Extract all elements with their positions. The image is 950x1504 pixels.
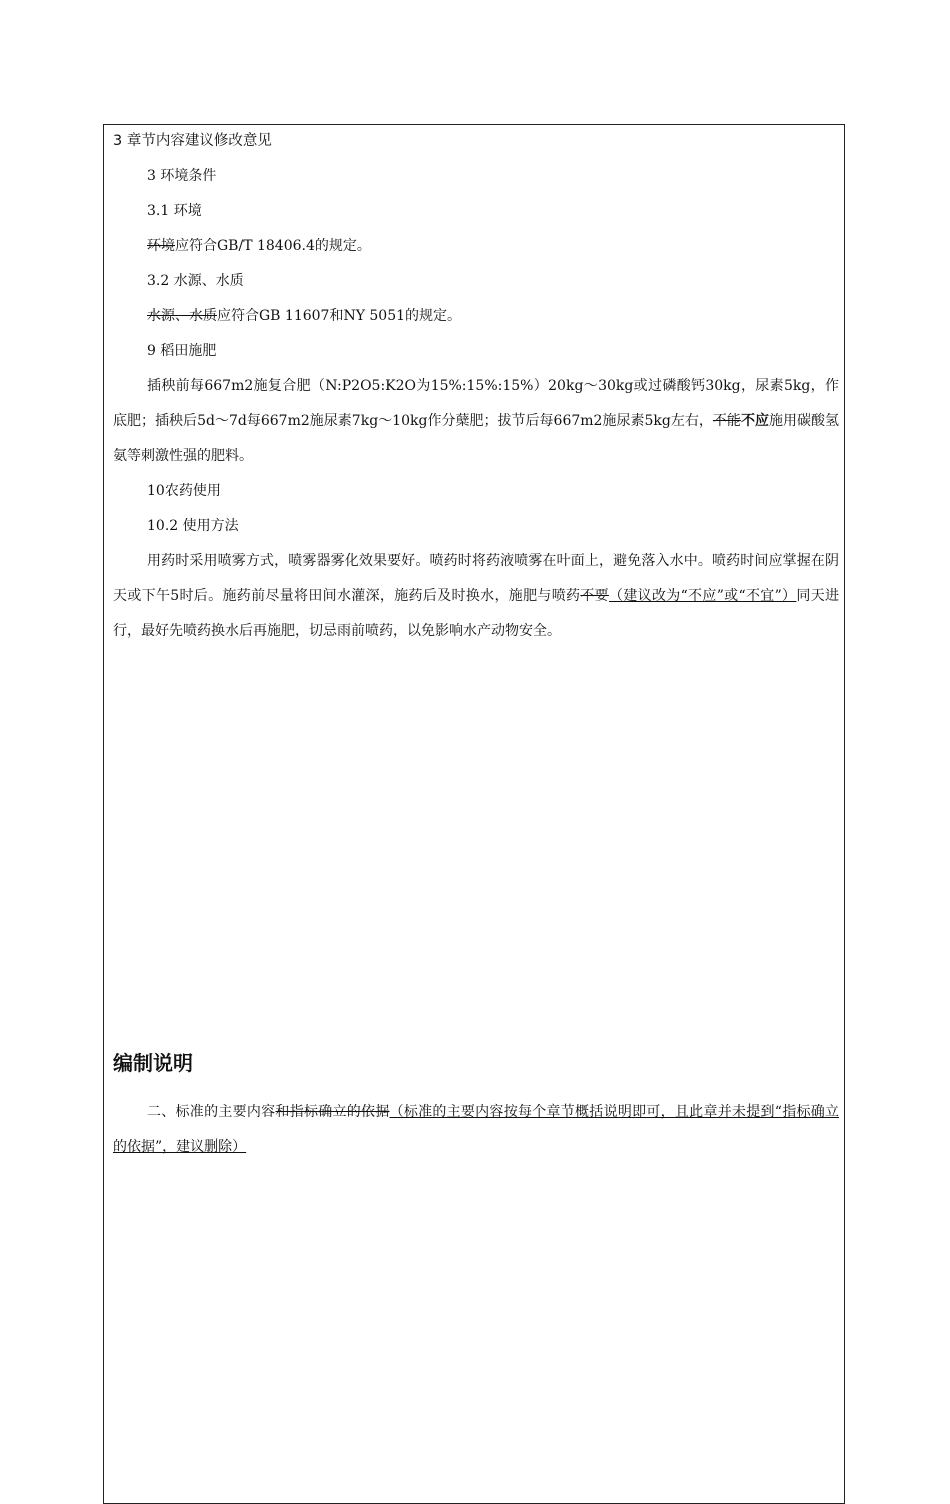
env-text: 应符合GB/T 18406.4的规定。	[175, 238, 371, 254]
pesticide-text-2: 同天进行，最好先喷药换水后再施肥，切忌雨前喷药，以免影响水产动物安全。	[113, 588, 840, 639]
fertilizer-title: 9 稻田施肥	[147, 343, 217, 359]
chapter-heading: 3 章节内容建议修改意见	[113, 133, 272, 149]
env-paragraph	[113, 229, 839, 264]
deleted-text: 不要	[580, 588, 609, 604]
env-title: 3 环境条件	[147, 168, 217, 184]
comment-table-cell	[103, 124, 845, 1504]
water-paragraph	[113, 299, 839, 334]
deleted-text: 不能	[712, 413, 741, 429]
pesticide-text-1: 用药时采用喷雾方式，喷雾器雾化效果要好。喷药时将药液喷雾在叶面上，避免落入水中。喷药时间应掌握在阴天或下午5时后。施药前尽量将田间水灌深，施药后及时换水，施肥与喷药	[113, 553, 839, 604]
fertilizer-text-2: 施用碳酸氢氨等刺激性强的肥料。	[113, 413, 840, 464]
review-comment: （建议改为“不应”或“不宜”）	[609, 588, 797, 604]
deleted-text: 水源、水质	[147, 308, 217, 324]
water-text: 应符合GB 11607和NY 5051的规定。	[217, 308, 462, 324]
chapter-comments	[113, 131, 839, 649]
notes-paragraph	[113, 1095, 839, 1165]
fertilizer-text-1: 插秧前每667m2施复合肥（N:P2O5:K2O为15%:15%:15%）20kg～30kg或过磷酸钙30kg，尿素5kg，作底肥；插秧后5d～7d每667m2施尿素7kg～10kg作分蘖肥；拔节后每667m2施尿素5kg左右，	[113, 378, 839, 429]
water-subtitle: 3.2 水源、水质	[147, 273, 244, 289]
deleted-text: 环境	[147, 238, 175, 254]
notes-text: 二、标准的主要内容	[147, 1104, 276, 1120]
pesticide-title: 10农药使用	[147, 483, 221, 499]
env-subtitle: 3.1 环境	[147, 203, 202, 219]
notes-body	[113, 1095, 839, 1165]
notes-title: 编制说明	[113, 1051, 193, 1075]
fertilizer-paragraph	[113, 369, 839, 474]
pesticide-subtitle: 10.2 使用方法	[147, 518, 239, 534]
review-comment: （标准的主要内容按每个章节概括说明即可，且此章并未提到“指标确立的依据”，建议删除）	[113, 1104, 840, 1155]
inserted-text: 不应	[740, 413, 769, 429]
pesticide-paragraph	[113, 544, 839, 649]
deleted-text: 和指标确立的依据	[275, 1104, 390, 1120]
